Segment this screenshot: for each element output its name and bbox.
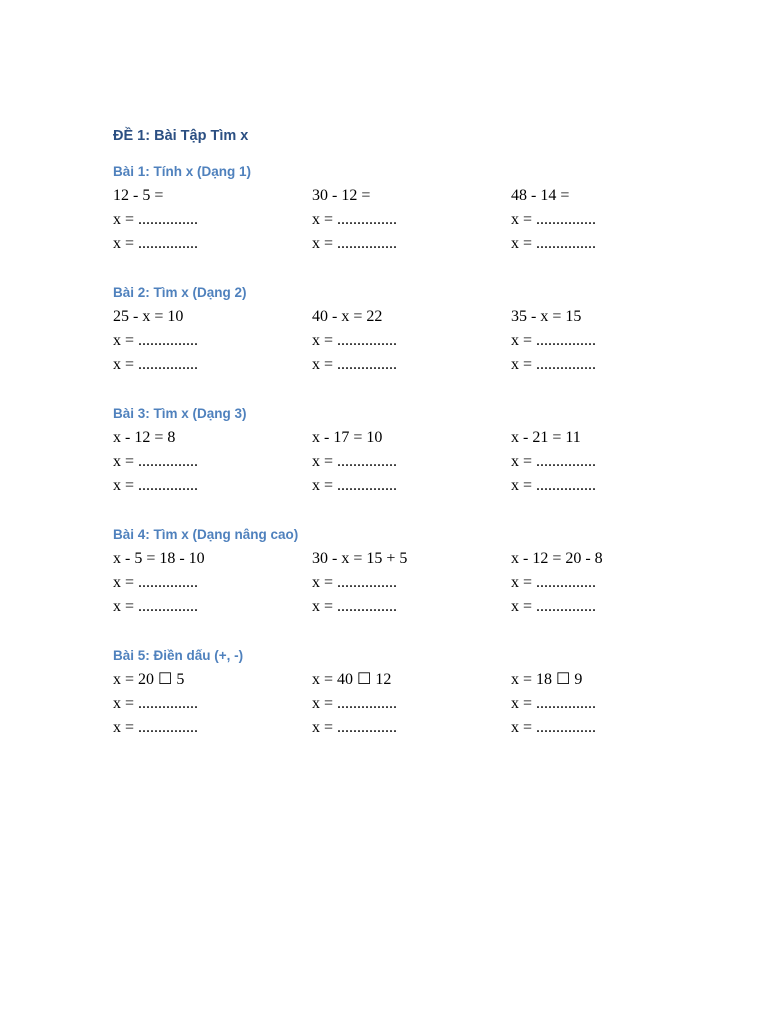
- answer-line: x = ...............: [312, 235, 398, 252]
- answer-line: x = ...............: [511, 356, 597, 373]
- answer-line: x = ...............: [113, 235, 199, 252]
- answer-line: x = ...............: [113, 719, 199, 736]
- answer-line: x = ...............: [312, 477, 398, 494]
- answer-line: x = ...............: [511, 598, 597, 615]
- answer-line: x = ...............: [511, 477, 597, 494]
- answer-line: x = ...............: [312, 332, 398, 349]
- exercise-grid: [113, 547, 713, 619]
- problem-text: 30 - x = 15 + 5: [312, 550, 408, 567]
- exercise-section-5: [113, 644, 713, 740]
- exercise-title: Bài 1: Tính x (Dạng 1): [113, 164, 252, 179]
- answer-line: x = ...............: [312, 695, 398, 712]
- exercise-section-1: [113, 160, 713, 256]
- exercise-title: Bài 2: Tìm x (Dạng 2): [113, 285, 247, 300]
- problem-text: 40 - x = 22: [312, 308, 383, 325]
- answer-line: x = ...............: [312, 356, 398, 373]
- answer-line: x = ...............: [312, 574, 398, 591]
- problem-text: x = 40 ☐ 12: [312, 671, 392, 688]
- problem-text: 48 - 14 =: [511, 187, 570, 204]
- problem-text: 25 - x = 10: [113, 308, 184, 325]
- answer-line: x = ...............: [113, 356, 199, 373]
- answer-line: x = ...............: [511, 695, 597, 712]
- answer-line: x = ...............: [113, 477, 199, 494]
- problem-text: x - 5 = 18 - 10: [113, 550, 205, 567]
- document-title: ĐỀ 1: Bài Tập Tìm x: [113, 128, 249, 144]
- exercise-title: Bài 3: Tìm x (Dạng 3): [113, 406, 247, 421]
- exercise-section-2: [113, 281, 713, 377]
- answer-line: x = ...............: [113, 574, 199, 591]
- problem-text: 35 - x = 15: [511, 308, 582, 325]
- answer-line: x = ...............: [312, 453, 398, 470]
- answer-line: x = ...............: [511, 453, 597, 470]
- answer-line: x = ...............: [312, 719, 398, 736]
- exercise-grid: [113, 426, 713, 498]
- exercise-title: Bài 5: Điền dấu (+, -): [113, 648, 244, 663]
- exercise-section-3: [113, 402, 713, 498]
- answer-line: x = ...............: [113, 332, 199, 349]
- exercise-section-4: [113, 523, 713, 619]
- answer-line: x = ...............: [511, 211, 597, 228]
- answer-line: x = ...............: [113, 695, 199, 712]
- answer-line: x = ...............: [511, 332, 597, 349]
- answer-line: x = ...............: [312, 598, 398, 615]
- problem-text: x - 21 = 11: [511, 429, 581, 446]
- problem-text: x - 12 = 20 - 8: [511, 550, 603, 567]
- answer-line: x = ...............: [113, 598, 199, 615]
- exercise-grid: [113, 184, 713, 256]
- answer-line: x = ...............: [511, 719, 597, 736]
- exercise-grid: [113, 305, 713, 377]
- answer-line: x = ...............: [113, 453, 199, 470]
- worksheet-page: [113, 124, 713, 765]
- problem-text: x = 20 ☐ 5: [113, 671, 185, 688]
- problem-text: 12 - 5 =: [113, 187, 164, 204]
- exercise-grid: [113, 668, 713, 740]
- answer-line: x = ...............: [511, 235, 597, 252]
- problem-text: 30 - 12 =: [312, 187, 371, 204]
- problem-text: x - 12 = 8: [113, 429, 176, 446]
- answer-line: x = ...............: [312, 211, 398, 228]
- problem-text: x = 18 ☐ 9: [511, 671, 583, 688]
- answer-line: x = ...............: [113, 211, 199, 228]
- answer-line: x = ...............: [511, 574, 597, 591]
- problem-text: x - 17 = 10: [312, 429, 383, 446]
- exercise-title: Bài 4: Tìm x (Dạng nâng cao): [113, 527, 299, 542]
